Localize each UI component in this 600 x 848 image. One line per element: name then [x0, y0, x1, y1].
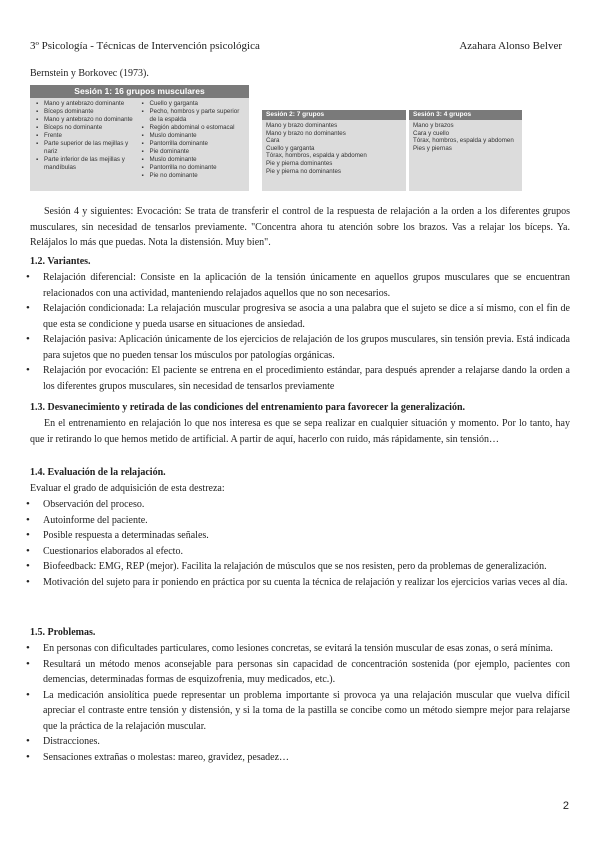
section-1-3-title: 1.3. Desvanecimiento y retirada de las condiciones del entrenamiento para favorecer la generalización. — [30, 402, 466, 413]
header-course: 3º Psicología - Técnicas de Intervención psicológica — [30, 40, 260, 52]
list-item: ▪ Pie dominante — [150, 148, 246, 156]
list-item: • Posible respuesta a determinadas señales. — [30, 528, 570, 544]
table-row: Pies y piernas — [413, 144, 452, 152]
table-row: Pie y pierna dominantes — [266, 159, 333, 167]
list-item: ▪ Parte inferior de las mejillas y mandíbulas — [44, 156, 140, 172]
page-number: 2 — [562, 800, 569, 812]
session3-title: Sesión 3: 4 grupos — [409, 110, 522, 120]
list-item: ▪ Cuello y garganta — [150, 100, 246, 108]
table-row: Mano y brazo dominantes — [266, 122, 338, 129]
list-item: • Motivación del sujeto para ir poniendo en práctica por su cuenta la técnica de relajación y realizar los ejercicios varias veces al día. — [30, 575, 570, 591]
session2-title: Sesión 2: 7 grupos — [262, 110, 406, 120]
list-item: • Biofeedback: EMG, REP (mejor). Facilita la relajación de músculos que se nos resisten, pero da problemas de generalización. — [30, 559, 570, 575]
list-item: • Relajación por evocación: El paciente se entrena en el procedimiento estándar, para después aprender a relajarse dando la orden a los diferentes grupos musculares, sin necesidad de tensarlos previamente — [30, 363, 570, 394]
list-item: ▪ Pecho, hombros y parte superior de la espalda — [150, 108, 246, 124]
section-1-5-title: 1.5. Problemas. — [30, 627, 96, 638]
table-row: Mano y brazo no dominantes — [266, 129, 346, 137]
list-item: • Relajación pasiva: Aplicación únicamente de los ejercicios de relajación de los grupos musculares, sin tensión previa. Está indicada para sujetos que no pueden tensar los músculos por patologías orgánicas. — [30, 332, 570, 363]
table-row: Tórax, hombros, espalda y abdomen — [413, 137, 514, 145]
list-item: • Resultará un método menos aconsejable para personas sin capacidad de concentración sostenida (por ejemplo, pacientes con demencias, determinadas formas de esquizofrenia, muy medicados, etc.). — [30, 657, 570, 688]
section-1-3-paragraph: En el entrenamiento en relajación lo que nos interesa es que se sepa realizar en cualquier situación y momento. Por lo tanto, hay que ir retirando lo que hemos metido de artificial. A partir de aquí, hacerlo con ruido, más rápidamente, sin tensión… — [30, 418, 570, 445]
session2-rows — [262, 120, 406, 177]
list-item: • Autoinforme del paciente. — [30, 513, 570, 529]
session3-table — [409, 110, 522, 191]
list-item: ▪ Región abdominal o estomacal — [150, 124, 246, 132]
list-item: ▪ Mano y antebrazo dominante — [44, 100, 140, 108]
list-item: ▪ Pie no dominante — [150, 172, 246, 180]
header-author: Azahara Alonso Belver — [459, 40, 562, 52]
list-item: • Relajación diferencial: Consiste en la aplicación de la tensión únicamente en aquellos grupos musculares que se encuentran relacionados con una actividad, manteniendo relajados aquellos que no son necesarios. — [30, 270, 570, 301]
session3-rows — [409, 120, 522, 154]
list-item: • Distracciones. — [30, 734, 570, 750]
session1-col2 — [140, 100, 246, 180]
list-item: ▪ Bíceps no dominante — [44, 124, 140, 132]
table-row: Cara y cuello — [413, 129, 450, 137]
table-row: Cuello y garganta — [266, 144, 315, 152]
list-item: • Cuestionarios elaborados al efecto. — [30, 544, 570, 560]
list-item: ▪ Muslo dominante — [150, 132, 246, 140]
section-1-4-list — [30, 497, 570, 590]
list-item: ▪ Muslo dominante — [150, 156, 246, 164]
list-item: • La medicación ansiolítica puede representar un problema importante si provoca ya una relajación muscular que vuelva difícil apreciar el contraste entre tensión y distensión, y si la toma de la pastilla se concibe como un método siempre mejor para relajarse que la práctica de la relajación muscular. — [30, 688, 570, 735]
session4-paragraph: Sesión 4 y siguientes: Evocación: Se trata de transferir el control de la respuesta de relajación a la orden a los diferentes grupos musculares, sin necesidad de tensarlos previamente. "Concentra ahora tu atención sobre los brazos. Vas a relajar los bíceps. Ya. Relájalos lo más que puedas. Nota la distensión. Muy bien". — [30, 206, 570, 248]
section-1-4-title: 1.4. Evaluación de la relajación. — [30, 467, 166, 478]
session1-title: Sesión 1: 16 grupos musculares — [30, 85, 249, 98]
list-item: ▪ Bíceps dominante — [44, 108, 140, 116]
table-row: Mano y brazos — [413, 122, 454, 129]
table-row: Pie y pierna no dominantes — [266, 167, 341, 175]
table-row: Tórax, hombros, espalda y abdomen — [266, 152, 367, 160]
session2-table — [262, 110, 406, 191]
session1-table — [30, 85, 249, 191]
list-item: ▪ Pantorrilla dominante — [150, 140, 246, 148]
list-item: ▪ Frente — [44, 132, 140, 140]
section-1-2-title: 1.2. Variantes. — [30, 256, 91, 267]
list-item: ▪ Pantorrilla no dominante — [150, 164, 246, 172]
section-1-4-intro: Evaluar el grado de adquisición de esta destreza: — [30, 483, 225, 494]
reference: Bernstein y Borkovec (1973). — [30, 68, 149, 79]
list-item: • Relajación condicionada: La relajación muscular progresiva se asocia a una palabra que el sujeto se dice a sí mismo, con el fin de que esta se condicione y pueda usarse en situaciones de ansiedad. — [30, 301, 570, 332]
list-item: • Sensaciones extrañas o molestas: mareo, gravidez, pesadez… — [30, 750, 570, 766]
table-row: Cara — [266, 137, 280, 145]
section-1-5-list — [30, 641, 570, 765]
list-item: ▪ Mano y antebrazo no dominante — [44, 116, 140, 124]
section-1-2-list — [30, 270, 570, 394]
session1-col1 — [34, 100, 140, 172]
list-item: • En personas con dificultades particulares, como lesiones concretas, se evitará la tensión muscular de esas zonas, o será mínima. — [30, 641, 570, 657]
list-item: • Observación del proceso. — [30, 497, 570, 513]
list-item: ▪ Parte superior de las mejillas y nariz — [44, 140, 140, 156]
